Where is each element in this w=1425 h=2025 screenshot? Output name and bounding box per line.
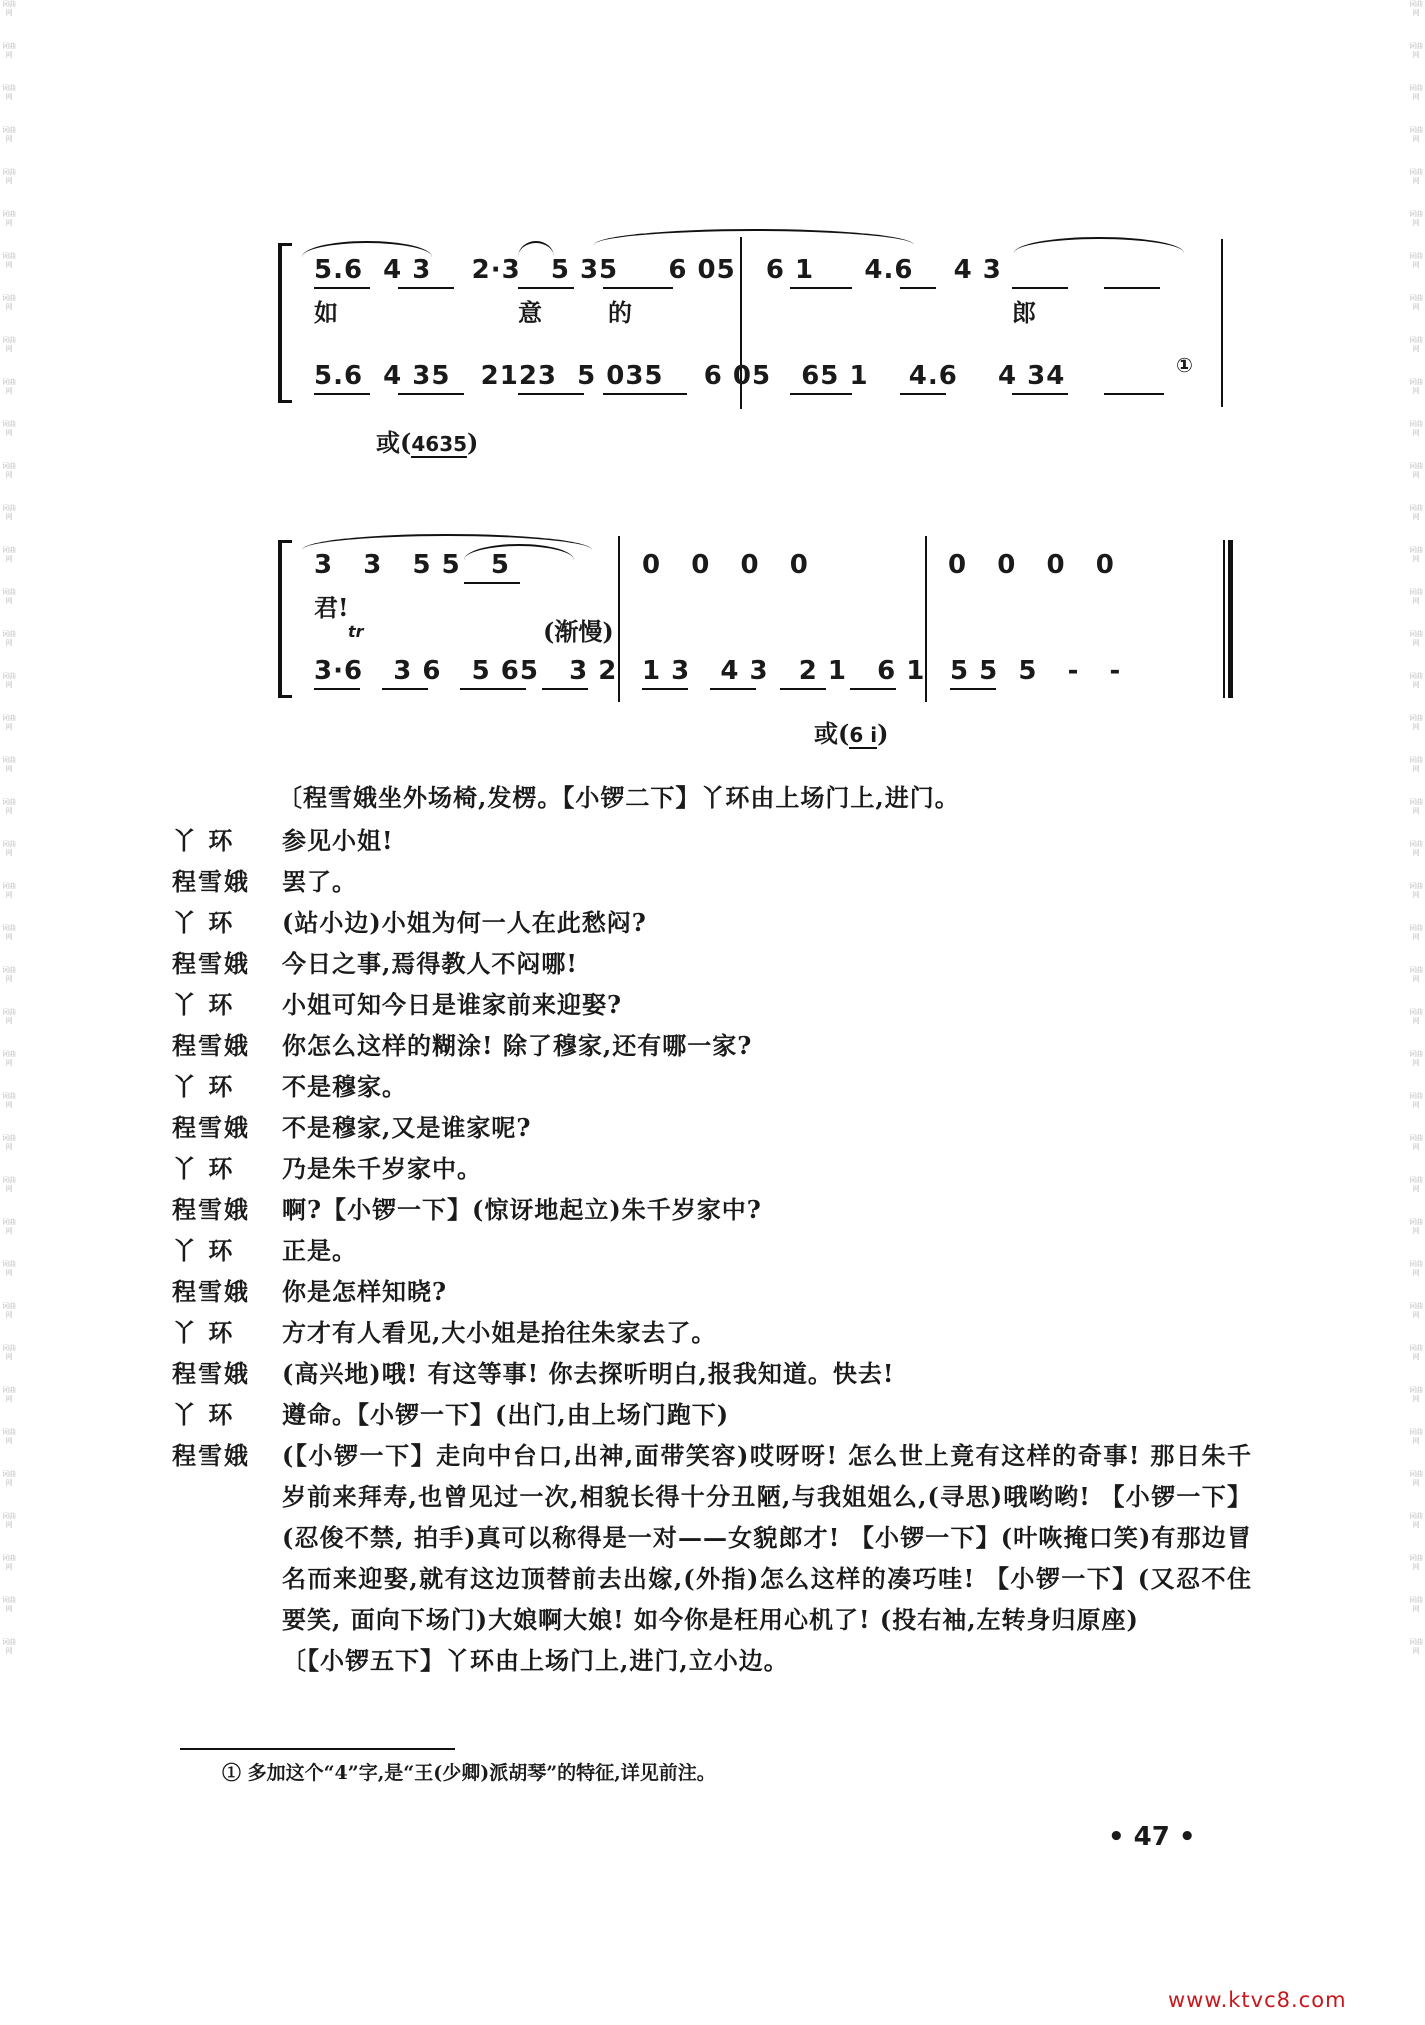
dialogue — [172, 820, 1252, 1681]
trill-mark: tr — [348, 622, 364, 641]
beam — [518, 287, 574, 289]
margin-mark: 词曲网 — [2, 252, 16, 269]
dialogue-line — [172, 1353, 1252, 1394]
margin-mark: 词曲网 — [2, 294, 16, 311]
speaker: 丫 环 — [172, 1318, 235, 1347]
footnote-rule — [180, 1748, 455, 1750]
beam — [382, 688, 428, 690]
barline — [618, 536, 620, 702]
margin-mark: 词曲网 — [2, 672, 16, 689]
margin-mark: 词曲网 — [1409, 840, 1423, 857]
margin-mark: 词曲网 — [1409, 126, 1423, 143]
margin-mark: 词曲网 — [1409, 1554, 1423, 1571]
dialogue-line — [172, 1435, 1252, 1640]
margin-mark: 词曲网 — [1409, 210, 1423, 227]
system-bracket — [278, 243, 292, 403]
margin-mark: 词曲网 — [2, 1386, 16, 1403]
alt-value: 4635 — [411, 432, 468, 456]
line-text: 正是。 — [282, 1236, 357, 1265]
beam — [1012, 393, 1068, 395]
dialogue-line — [172, 1025, 1252, 1066]
line-text: 你怎么这样的糊涂! 除了穆家,还有哪一家? — [282, 1031, 753, 1060]
dialogue-line — [172, 943, 1252, 984]
line-text: 遵命。【小锣一下】(出门,由上场门跑下) — [282, 1400, 730, 1429]
line-text: 乃是朱千岁家中。 — [282, 1154, 482, 1183]
margin-mark: 词曲网 — [2, 1512, 16, 1529]
alt-label: 或( — [814, 719, 850, 748]
double-barline-thick — [1228, 540, 1233, 698]
margin-mark: 词曲网 — [2, 1344, 16, 1361]
beam — [710, 688, 756, 690]
margin-mark: 词曲网 — [2, 1134, 16, 1151]
margin-mark: 词曲网 — [2, 840, 16, 857]
margin-mark: 词曲网 — [1409, 546, 1423, 563]
margin-mark: 词曲网 — [1409, 756, 1423, 773]
beam — [314, 287, 370, 289]
dialogue-line — [172, 1148, 1252, 1189]
margin-mark: 词曲网 — [2, 882, 16, 899]
margin-mark: 词曲网 — [2, 168, 16, 185]
line-text: 小姐可知今日是谁家前来迎娶? — [282, 990, 623, 1019]
speaker: 丫 环 — [172, 1154, 235, 1183]
margin-mark: 词曲网 — [2, 756, 16, 773]
margin-mark: 词曲网 — [2, 924, 16, 941]
beam — [950, 688, 996, 690]
line-text: 今日之事,焉得教人不闷哪! — [282, 949, 578, 978]
margin-mark: 词曲网 — [2, 546, 16, 563]
footnote: ① 多加这个“4”字,是“王(少卿)派胡琴”的特征,详见前注。 — [222, 1762, 716, 1784]
margin-mark: 词曲网 — [1409, 588, 1423, 605]
margin-mark: 词曲网 — [1409, 294, 1423, 311]
line-text: 不是穆家,又是谁家呢? — [282, 1113, 532, 1142]
beam — [518, 393, 584, 395]
margin-mark: 词曲网 — [2, 714, 16, 731]
dialogue-line — [172, 1312, 1252, 1353]
margin-mark: 词曲网 — [2, 1470, 16, 1487]
margin-mark: 词曲网 — [2, 42, 16, 59]
left-margin-watermark — [2, 0, 16, 2025]
dialogue-line — [172, 861, 1252, 902]
alt-label: 或( — [376, 428, 412, 457]
beam — [790, 393, 852, 395]
line-text: 方才有人看见,大小姐是抬往朱家去了。 — [282, 1318, 717, 1347]
speaker: 丫 环 — [172, 990, 235, 1019]
speaker: 丫 环 — [172, 826, 235, 855]
score1-alternative — [376, 423, 478, 458]
dialogue-line — [172, 1107, 1252, 1148]
stage-direction: 〔程雪娥坐外场椅,发楞。【小锣二下】丫环由上场门上,进门。 — [278, 783, 960, 812]
speaker: 程雪娥 — [172, 1113, 250, 1142]
margin-mark: 词曲网 — [1409, 252, 1423, 269]
margin-mark: 词曲网 — [2, 84, 16, 101]
beam — [398, 287, 454, 289]
margin-mark: 词曲网 — [1409, 1008, 1423, 1025]
line-text: (高兴地)哦! 有这等事! 你去探听明白,报我知道。快去! — [282, 1359, 895, 1388]
dialogue-line — [172, 984, 1252, 1025]
lower-notes: 3·6 3 6 5 65 3 2 — [314, 656, 618, 686]
beam — [642, 688, 688, 690]
beam — [1104, 287, 1160, 289]
margin-mark: 词曲网 — [2, 1218, 16, 1235]
margin-mark: 词曲网 — [1409, 84, 1423, 101]
margin-mark: 词曲网 — [1409, 336, 1423, 353]
margin-mark: 词曲网 — [1409, 924, 1423, 941]
margin-mark: 词曲网 — [1409, 1260, 1423, 1277]
footnote-marker: ① — [1176, 353, 1193, 377]
alt-value: 6 i — [849, 723, 878, 747]
margin-mark: 词曲网 — [2, 798, 16, 815]
line-text: 参见小姐! — [282, 826, 394, 855]
lyric: 君! — [314, 593, 349, 622]
upper-rests: 0 0 0 0 — [642, 550, 809, 580]
lyric: 郎 — [1012, 298, 1036, 327]
right-margin-watermark — [1409, 0, 1423, 2025]
beam — [1104, 393, 1164, 395]
double-barline-thin — [1223, 540, 1225, 698]
beam — [398, 393, 464, 395]
margin-mark: 词曲网 — [1409, 1386, 1423, 1403]
beam — [460, 688, 526, 690]
margin-mark: 词曲网 — [2, 1050, 16, 1067]
dialogue-line — [172, 1271, 1252, 1312]
system-bracket — [278, 540, 292, 698]
lower-notes-2: 1 3 4 3 2 1 6 1 — [642, 656, 926, 686]
alt-close: ) — [467, 428, 479, 457]
beam — [1012, 287, 1068, 289]
margin-mark: 词曲网 — [1409, 672, 1423, 689]
margin-mark: 词曲网 — [1409, 1218, 1423, 1235]
speaker: 丫 环 — [172, 1400, 235, 1429]
margin-mark: 词曲网 — [2, 378, 16, 395]
line-text: (站小边)小姐为何一人在此愁闷? — [282, 908, 647, 937]
margin-mark: 词曲网 — [1409, 1092, 1423, 1109]
margin-mark: 词曲网 — [1409, 1470, 1423, 1487]
margin-mark: 词曲网 — [1409, 1176, 1423, 1193]
closing-direction: 〔【小锣五下】丫环由上场门上,进门,立小边。 — [282, 1646, 789, 1675]
beam — [790, 287, 852, 289]
beam — [314, 393, 370, 395]
margin-mark: 词曲网 — [1409, 420, 1423, 437]
lower-notes-3: 5 5 5 - - — [950, 656, 1122, 686]
margin-mark: 词曲网 — [1409, 0, 1423, 17]
dialogue-line — [172, 820, 1252, 861]
margin-mark: 词曲网 — [2, 1428, 16, 1445]
line-text: 不是穆家。 — [282, 1072, 407, 1101]
margin-mark: 词曲网 — [2, 1008, 16, 1025]
line-text: 啊?【小锣一下】(惊讶地起立)朱千岁家中? — [282, 1195, 762, 1224]
beam — [603, 393, 687, 395]
margin-mark: 词曲网 — [2, 126, 16, 143]
margin-mark: 词曲网 — [2, 0, 16, 17]
lyric: 的 — [608, 298, 632, 327]
margin-mark: 词曲网 — [2, 210, 16, 227]
score-system-1 — [278, 243, 1233, 403]
margin-mark: 词曲网 — [2, 588, 16, 605]
speaker: 丫 环 — [172, 1236, 235, 1265]
score-system-2 — [278, 540, 1233, 698]
margin-mark: 词曲网 — [1409, 1512, 1423, 1529]
dialogue-line — [172, 1394, 1252, 1435]
margin-mark: 词曲网 — [2, 1554, 16, 1571]
margin-mark: 词曲网 — [1409, 1596, 1423, 1613]
speaker: 丫 环 — [172, 1072, 235, 1101]
upper-notes: 3 3 5 5 5 — [314, 550, 510, 580]
margin-mark: 词曲网 — [1409, 1428, 1423, 1445]
margin-mark: 词曲网 — [1409, 168, 1423, 185]
lyric: 意 — [518, 298, 542, 327]
dialogue-line — [172, 1189, 1252, 1230]
margin-mark: 词曲网 — [2, 1596, 16, 1613]
margin-mark: 词曲网 — [1409, 798, 1423, 815]
slur — [1014, 237, 1184, 253]
margin-mark: 词曲网 — [2, 420, 16, 437]
margin-mark: 词曲网 — [1409, 1638, 1423, 1655]
speaker: 程雪娥 — [172, 1359, 250, 1388]
margin-mark: 词曲网 — [1409, 1344, 1423, 1361]
margin-mark: 词曲网 — [2, 1176, 16, 1193]
line-text: 罢了。 — [282, 867, 357, 896]
margin-mark: 词曲网 — [1409, 378, 1423, 395]
site-watermark: www.ktvc8.com — [1168, 1988, 1347, 2012]
speaker: 程雪娥 — [172, 1031, 250, 1060]
margin-mark: 词曲网 — [2, 1302, 16, 1319]
speaker: 程雪娥 — [172, 1195, 250, 1224]
dialogue-line — [172, 1230, 1252, 1271]
slur — [594, 229, 914, 245]
beam — [542, 688, 588, 690]
upper-notes: 5.6 4 3 2·3 5 35 6 05 6 1 4.6 4 3 — [314, 255, 1002, 285]
speaker: 丫 环 — [172, 908, 235, 937]
beam — [464, 582, 520, 584]
margin-mark: 词曲网 — [1409, 1134, 1423, 1151]
score2-alternative — [814, 714, 888, 749]
speaker: 程雪娥 — [172, 949, 250, 978]
margin-mark: 词曲网 — [2, 336, 16, 353]
lyric: 如 — [314, 298, 338, 327]
margin-mark: 词曲网 — [1409, 630, 1423, 647]
beam — [900, 287, 936, 289]
margin-mark: 词曲网 — [1409, 714, 1423, 731]
tempo-marking: (渐慢) — [543, 617, 614, 646]
barline — [1221, 239, 1223, 407]
margin-mark: 词曲网 — [2, 1638, 16, 1655]
dialogue-line — [172, 1066, 1252, 1107]
speaker: 程雪娥 — [172, 867, 250, 896]
margin-mark: 词曲网 — [2, 630, 16, 647]
beam — [314, 688, 360, 690]
speaker: 程雪娥 — [172, 1441, 250, 1470]
lower-notes: 5.6 4 35 2123 5 035 6 05 65 1 4.6 4 34 — [314, 361, 1066, 391]
margin-mark: 词曲网 — [2, 966, 16, 983]
margin-mark: 词曲网 — [1409, 1302, 1423, 1319]
page-number: • 47 • — [1108, 1822, 1196, 1852]
line-text: (【小锣一下】走向中台口,出神,面带笑容)哎呀呀! 怎么世上竟有这样的奇事! 那日朱千岁前来拜寿,也曾见过一次,相貌长得十分丑陋,与我姐姐么,(寻思)哦哟哟! 【小锣一下】(忍俊不禁, 拍手)真可以称得是一对——女貌郎才! 【小锣一下】(叶咴掩口笑)有那边冒名而来迎娶,就有这边顶替前去出嫁,(外指)怎么这样的凑巧哇! 【小锣一下】(又忍不住要笑, 面向下场门)大娘啊大娘! 如今你是枉用心机了! (投右袖,左转身归原座) — [282, 1441, 1252, 1634]
margin-mark: 词曲网 — [1409, 42, 1423, 59]
speaker: 程雪娥 — [172, 1277, 250, 1306]
margin-mark: 词曲网 — [1409, 966, 1423, 983]
line-text: 你是怎样知晓? — [282, 1277, 448, 1306]
beam — [850, 688, 896, 690]
beam — [780, 688, 826, 690]
margin-mark: 词曲网 — [1409, 882, 1423, 899]
margin-mark: 词曲网 — [1409, 462, 1423, 479]
margin-mark: 词曲网 — [1409, 504, 1423, 521]
margin-mark: 词曲网 — [2, 462, 16, 479]
margin-mark: 词曲网 — [2, 1092, 16, 1109]
beam — [900, 393, 946, 395]
margin-mark: 词曲网 — [2, 1260, 16, 1277]
margin-mark: 词曲网 — [2, 504, 16, 521]
margin-mark: 词曲网 — [1409, 1050, 1423, 1067]
dialogue-line — [172, 902, 1252, 943]
beam — [603, 287, 673, 289]
alt-close: ) — [877, 719, 889, 748]
upper-rests-2: 0 0 0 0 — [948, 550, 1115, 580]
